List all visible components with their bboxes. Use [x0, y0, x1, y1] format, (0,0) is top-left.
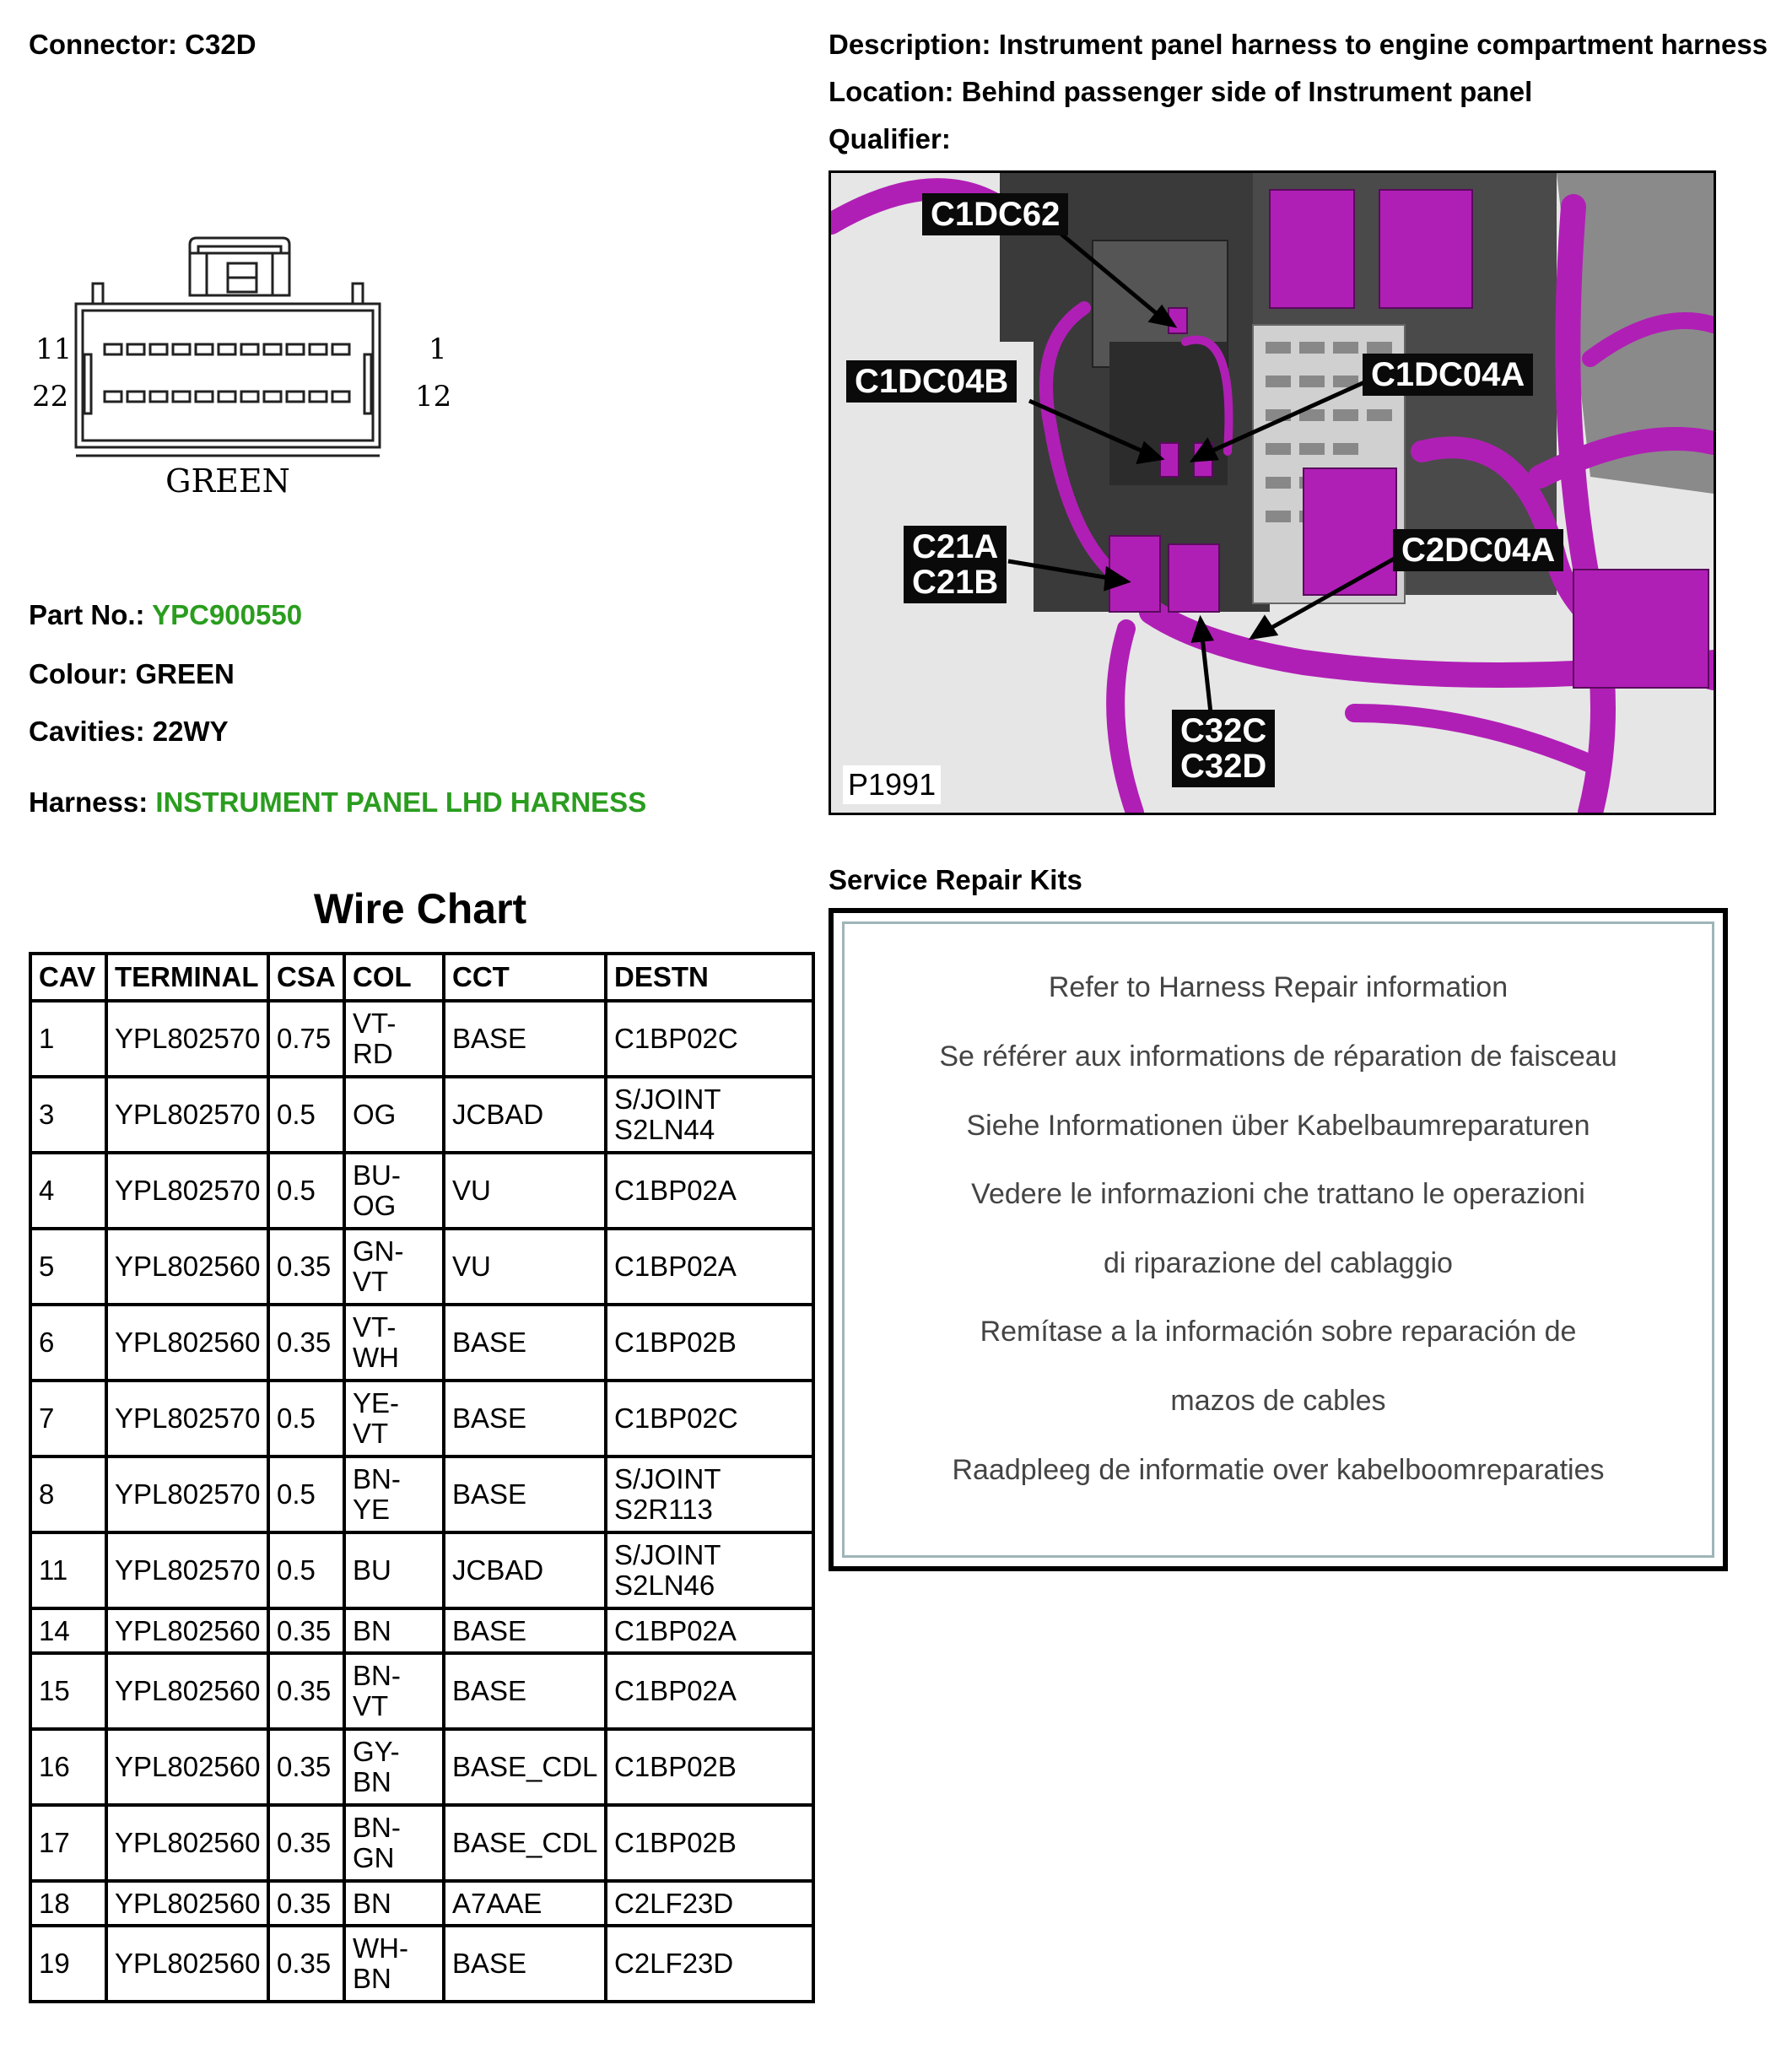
- wire-cell-terminal: YPL802560: [106, 1305, 268, 1381]
- wire-cell-terminal: YPL802570: [106, 1381, 268, 1456]
- wire-row: [30, 1305, 813, 1381]
- cavity-slot: [196, 392, 213, 402]
- wire-cell-col: YE- VT: [344, 1381, 444, 1456]
- wire-cell-csa: 0.35: [268, 1729, 344, 1805]
- repair-line-en: Refer to Harness Repair information: [1048, 971, 1509, 1003]
- wire-cell-col: BN: [344, 1608, 444, 1653]
- cavity-slot: [219, 344, 235, 354]
- wire-cell-csa: 0.35: [268, 1608, 344, 1653]
- cavity-slot: [310, 344, 327, 354]
- cavity-slot: [105, 392, 121, 402]
- wire-cell-destn: C2LF23D: [606, 1926, 813, 2002]
- colour-label: Colour:: [29, 658, 128, 689]
- wire-cell-cct: BASE: [444, 1926, 606, 2002]
- wire-cell-col: BU: [344, 1532, 444, 1608]
- wire-cell-terminal: YPL802560: [106, 1805, 268, 1881]
- repair-line-es-2: mazos de cables: [1170, 1385, 1386, 1417]
- wire-row: [30, 1805, 813, 1881]
- connector-face-diagram: [25, 228, 464, 515]
- cavity-slot: [105, 344, 121, 354]
- wire-cell-destn: S/JOINT S2LN46: [606, 1532, 813, 1608]
- connector-label: Connector:: [29, 29, 177, 60]
- description-label: Description:: [829, 29, 991, 60]
- cavity-slot: [127, 392, 144, 402]
- wire-cell-destn: C1BP02C: [606, 1381, 813, 1456]
- wire-cell-col: BN- VT: [344, 1653, 444, 1729]
- callout-c1dc62: C1DC62: [922, 193, 1068, 235]
- wire-row: [30, 1153, 813, 1229]
- callout-c21a-c21b: C21A C21B: [904, 526, 1007, 603]
- wire-cell-csa: 0.35: [268, 1229, 344, 1305]
- repair-kits-box: [829, 908, 1728, 1571]
- cavity-slot: [287, 344, 304, 354]
- cavity-slot: [241, 344, 258, 354]
- wire-cell-cav: 1: [30, 1001, 106, 1077]
- cavity-slot: [287, 392, 304, 402]
- cavity-slot: [264, 392, 281, 402]
- wire-cell-col: OG: [344, 1077, 444, 1153]
- wire-cell-destn: C2LF23D: [606, 1881, 813, 1926]
- pin-label-22: 22: [32, 380, 69, 413]
- wire-cell-terminal: YPL802560: [106, 1229, 268, 1305]
- part-no-link[interactable]: YPC900550: [152, 599, 303, 630]
- col-header-cav: CAV: [30, 954, 106, 1001]
- wire-cell-terminal: YPL802570: [106, 1077, 268, 1153]
- cavities-value: 22WY: [152, 716, 229, 747]
- wire-cell-csa: 0.5: [268, 1381, 344, 1456]
- wire-cell-cav: 18: [30, 1881, 106, 1926]
- wire-cell-cav: 15: [30, 1653, 106, 1729]
- wire-cell-cct: BASE: [444, 1381, 606, 1456]
- wire-cell-cct: JCBAD: [444, 1077, 606, 1153]
- wire-cell-cav: 5: [30, 1229, 106, 1305]
- cavity-slot: [127, 344, 144, 354]
- cavity-slot: [332, 344, 349, 354]
- wire-cell-csa: 0.5: [268, 1153, 344, 1229]
- wire-cell-cct: VU: [444, 1229, 606, 1305]
- wire-cell-destn: C1BP02B: [606, 1305, 813, 1381]
- location-value: Behind passenger side of Instrument panel: [961, 76, 1533, 107]
- wire-cell-cct: VU: [444, 1153, 606, 1229]
- cavity-slot: [173, 392, 190, 402]
- wire-cell-col: GY- BN: [344, 1729, 444, 1805]
- wire-chart-header-row: [30, 954, 813, 1001]
- wire-cell-terminal: YPL802570: [106, 1153, 268, 1229]
- pin-label-12: 12: [415, 380, 452, 413]
- wire-cell-cav: 16: [30, 1729, 106, 1805]
- wire-row: [30, 1001, 813, 1077]
- wire-cell-col: BN- GN: [344, 1805, 444, 1881]
- wire-cell-destn: C1BP02C: [606, 1001, 813, 1077]
- wire-cell-terminal: YPL802570: [106, 1001, 268, 1077]
- harness-link[interactable]: INSTRUMENT PANEL LHD HARNESS: [155, 786, 647, 818]
- wire-cell-cct: BASE: [444, 1608, 606, 1653]
- repair-line-it-1: Vedere le informazioni che trattano le operazioni: [971, 1178, 1585, 1210]
- wire-cell-terminal: YPL802560: [106, 1881, 268, 1926]
- location-line: [829, 76, 1532, 108]
- part-no-line: [29, 599, 302, 631]
- wire-row: [30, 1926, 813, 2002]
- wire-row: [30, 1456, 813, 1532]
- wire-chart-title: Wire Chart: [313, 885, 527, 932]
- wire-row: [30, 1077, 813, 1153]
- wire-row: [30, 1881, 813, 1926]
- wire-cell-cct: BASE_CDL: [444, 1729, 606, 1805]
- connector-heading: [29, 29, 256, 61]
- wire-cell-terminal: YPL802560: [106, 1653, 268, 1729]
- connector-id: C32D: [185, 29, 256, 60]
- wire-cell-cav: 4: [30, 1153, 106, 1229]
- wire-cell-terminal: YPL802560: [106, 1608, 268, 1653]
- cavity-slot: [264, 344, 281, 354]
- cavity-slot: [173, 344, 190, 354]
- connector-colour-caption: GREEN: [165, 462, 290, 500]
- repair-line-de: Siehe Informationen über Kabelbaumreparaturen: [966, 1110, 1590, 1142]
- pin-label-1: 1: [429, 332, 447, 366]
- wire-cell-destn: S/JOINT S2R113: [606, 1456, 813, 1532]
- colour-value: GREEN: [135, 658, 235, 689]
- col-header-terminal: TERMINAL: [106, 954, 268, 1001]
- col-header-cct: CCT: [444, 954, 606, 1001]
- wire-cell-cct: BASE: [444, 1001, 606, 1077]
- location-label: Location:: [829, 76, 954, 107]
- part-no-label: Part No.:: [29, 599, 145, 630]
- wire-cell-csa: 0.35: [268, 1926, 344, 2002]
- wire-row: [30, 1532, 813, 1608]
- wire-cell-terminal: YPL802570: [106, 1532, 268, 1608]
- callout-c2dc04a: C2DC04A: [1393, 529, 1563, 571]
- wire-cell-csa: 0.35: [268, 1805, 344, 1881]
- wire-cell-cav: 14: [30, 1608, 106, 1653]
- wire-cell-cav: 19: [30, 1926, 106, 2002]
- wire-cell-cav: 3: [30, 1077, 106, 1153]
- callout-c1dc04a: C1DC04A: [1363, 354, 1533, 396]
- wire-cell-csa: 0.35: [268, 1881, 344, 1926]
- repair-kits-inner-frame: [842, 921, 1714, 1558]
- wire-cell-cav: 8: [30, 1456, 106, 1532]
- callout-c32c-c32d: C32C C32D: [1172, 710, 1275, 787]
- cavity-slot: [196, 344, 213, 354]
- wire-cell-col: BN- YE: [344, 1456, 444, 1532]
- wire-cell-cct: BASE_CDL: [444, 1805, 606, 1881]
- repair-line-it-2: di riparazione del cablaggio: [1104, 1247, 1453, 1279]
- wire-cell-col: GN- VT: [344, 1229, 444, 1305]
- cavities-label: Cavities:: [29, 716, 145, 747]
- wire-chart-table: [29, 952, 815, 2003]
- col-header-col: COL: [344, 954, 444, 1001]
- description-line: [829, 29, 1768, 61]
- wire-cell-csa: 0.5: [268, 1456, 344, 1532]
- wire-row: [30, 1381, 813, 1456]
- repair-line-nl: Raadpleeg de informatie over kabelboomreparaties: [952, 1454, 1605, 1486]
- col-header-destn: DESTN: [606, 954, 813, 1001]
- wire-cell-destn: C1BP02A: [606, 1153, 813, 1229]
- photo-reference-code: P1991: [843, 765, 941, 804]
- cavity-slot: [332, 392, 349, 402]
- wire-cell-col: WH- BN: [344, 1926, 444, 2002]
- harness-line: [29, 786, 646, 819]
- wire-cell-cav: 11: [30, 1532, 106, 1608]
- wire-cell-destn: C1BP02B: [606, 1805, 813, 1881]
- wire-cell-destn: C1BP02B: [606, 1729, 813, 1805]
- description-value: Instrument panel harness to engine compartment harness: [998, 29, 1768, 60]
- cavity-slot: [219, 392, 235, 402]
- wire-cell-cct: BASE: [444, 1305, 606, 1381]
- wire-cell-terminal: YPL802560: [106, 1926, 268, 2002]
- callout-c1dc04b: C1DC04B: [846, 360, 1017, 403]
- wire-cell-terminal: YPL802570: [106, 1456, 268, 1532]
- wire-cell-destn: C1BP02A: [606, 1653, 813, 1729]
- cavity-slot: [150, 344, 167, 354]
- repair-line-es-1: Remítase a la información sobre reparación de: [980, 1316, 1577, 1348]
- cavity-slot: [150, 392, 167, 402]
- wire-cell-col: BN: [344, 1881, 444, 1926]
- wire-cell-cct: BASE: [444, 1456, 606, 1532]
- wire-cell-col: VT- RD: [344, 1001, 444, 1077]
- cavity-slot: [310, 392, 327, 402]
- harness-label: Harness:: [29, 786, 148, 818]
- wire-cell-csa: 0.35: [268, 1653, 344, 1729]
- wire-cell-cct: JCBAD: [444, 1532, 606, 1608]
- repair-line-fr: Se référer aux informations de réparation de faisceau: [939, 1040, 1617, 1073]
- wire-cell-destn: S/JOINT S2LN44: [606, 1077, 813, 1153]
- colour-line: [29, 658, 235, 690]
- wire-cell-csa: 0.35: [268, 1305, 344, 1381]
- wire-row: [30, 1608, 813, 1653]
- wire-cell-cav: 7: [30, 1381, 106, 1456]
- col-header-csa: CSA: [268, 954, 344, 1001]
- wire-cell-csa: 0.5: [268, 1077, 344, 1153]
- wire-row: [30, 1653, 813, 1729]
- wire-row: [30, 1729, 813, 1805]
- wire-cell-col: BU- OG: [344, 1153, 444, 1229]
- wire-cell-col: VT- WH: [344, 1305, 444, 1381]
- wire-cell-cav: 6: [30, 1305, 106, 1381]
- wire-cell-terminal: YPL802560: [106, 1729, 268, 1805]
- wire-cell-cct: BASE: [444, 1653, 606, 1729]
- wire-cell-csa: 0.75: [268, 1001, 344, 1077]
- pin-label-11: 11: [35, 332, 73, 366]
- wire-cell-cct: A7AAE: [444, 1881, 606, 1926]
- wire-cell-destn: C1BP02A: [606, 1608, 813, 1653]
- repair-kits-title: Service Repair Kits: [829, 864, 1082, 895]
- wire-cell-destn: C1BP02A: [606, 1229, 813, 1305]
- cavity-slot: [241, 392, 258, 402]
- wire-row: [30, 1229, 813, 1305]
- wire-cell-csa: 0.5: [268, 1532, 344, 1608]
- connector-location-photo: [829, 170, 1716, 815]
- cavities-line: [29, 716, 229, 748]
- wire-cell-cav: 17: [30, 1805, 106, 1881]
- qualifier-label: Qualifier:: [829, 123, 951, 154]
